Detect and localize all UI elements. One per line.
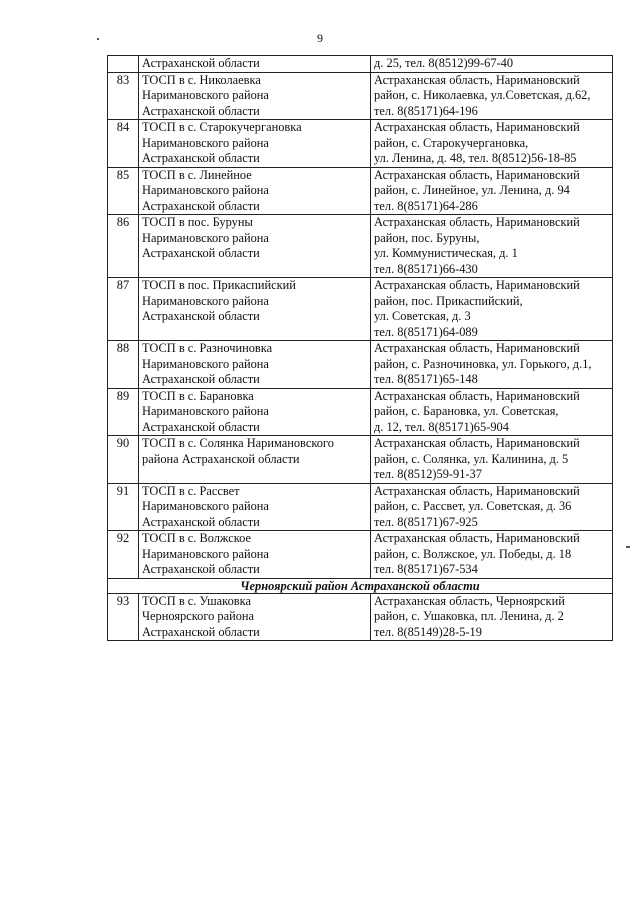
branch-address-line: ул. Ленина, д. 48, тел. 8(8512)56-18-85 — [374, 151, 577, 165]
branch-address-line: д. 25, тел. 8(8512)99-67-40 — [374, 56, 514, 70]
branch-address-line: район, с. Рассвет, ул. Советская, д. 36 — [374, 499, 572, 513]
page-number: 9 — [317, 31, 323, 45]
branch-name-line: Наримановского района — [142, 293, 269, 308]
table-row — [108, 531, 613, 579]
branch-address-cell — [371, 593, 613, 641]
table-row — [108, 278, 613, 341]
branch-address-line: Астраханская область, Наримановский — [374, 531, 580, 545]
branch-address-cell — [371, 483, 613, 531]
branch-name-cell — [139, 72, 371, 120]
row-number: 89 — [108, 388, 139, 436]
branch-name-line: Наримановского района — [142, 499, 269, 513]
branch-address-line: Астраханская область, Наримановский — [374, 341, 580, 355]
branch-address-cell — [371, 56, 613, 73]
branch-address-line: тел. 8(85171)67-534 — [374, 562, 478, 576]
row-number — [108, 56, 139, 73]
branch-name-line: ТОСП в пос. Буруны — [142, 215, 253, 229]
branch-address-line: тел. 8(85171)64-196 — [374, 103, 478, 118]
branch-name-line: Наримановского района — [142, 356, 269, 371]
branch-address-line: район, пос. Прикаспийский, — [374, 293, 523, 308]
branch-address-line: район, пос. Буруны, — [374, 230, 480, 245]
row-number: 88 — [108, 341, 139, 389]
branch-address-cell — [371, 436, 613, 484]
branch-name-line: Астраханской области — [142, 624, 260, 639]
table-row — [108, 593, 613, 641]
table-row — [108, 388, 613, 436]
branch-name-line: ТОСП в с. Разночиновка — [142, 341, 273, 355]
row-number: 86 — [108, 215, 139, 278]
branch-address-line: район, с. Линейное, ул. Ленина, д. 94 — [374, 183, 570, 197]
branch-address-line: тел. 8(85171)64-089 — [374, 324, 478, 339]
branch-name-cell — [139, 167, 371, 215]
branch-table — [107, 55, 613, 641]
branch-name-line: Наримановского района — [142, 88, 269, 102]
branch-address-cell — [371, 215, 613, 278]
row-number: 85 — [108, 167, 139, 215]
branch-name-line: района Астраханской области — [142, 451, 300, 466]
branch-name-line: Наримановского района — [142, 135, 269, 150]
branch-name-line: Астраханской области — [142, 246, 260, 260]
branch-address-line: ул. Коммунистическая, д. 1 — [374, 246, 518, 260]
branch-name-cell — [139, 593, 371, 641]
table-row — [108, 120, 613, 168]
branch-address-line: район, с. Барановка, ул. Советская, — [374, 404, 559, 418]
branch-name-line: Астраханской области — [142, 198, 260, 213]
branch-address-line: район, с. Ушаковка, пл. Ленина, д. 2 — [374, 609, 564, 623]
branch-address-line: ул. Советская, д. 3 — [374, 309, 471, 323]
branch-name-line: Наримановского района — [142, 230, 269, 245]
row-number: 83 — [108, 72, 139, 120]
branch-address-line: Астраханская область, Наримановский — [374, 436, 580, 450]
row-number: 90 — [108, 436, 139, 484]
scan-mark — [97, 38, 99, 40]
branch-name-cell — [139, 341, 371, 389]
branch-address-line: район, с. Николаевка, ул.Советская, д.62, — [374, 88, 591, 102]
table-row — [108, 56, 613, 73]
branch-address-line: тел. 8(85171)67-925 — [374, 514, 478, 529]
table-row — [108, 436, 613, 484]
branch-address-line: район, с. Солянка, ул. Калинина, д. 5 — [374, 451, 569, 466]
branch-address-cell — [371, 341, 613, 389]
branch-address-line: тел. 8(85149)28-5-19 — [374, 624, 482, 639]
branch-name-cell — [139, 120, 371, 168]
branch-name-line: ТОСП в с. Николаевка — [142, 72, 261, 87]
branch-name-line: Наримановского района — [142, 404, 269, 418]
branch-address-line: тел. 8(85171)65-148 — [374, 372, 478, 386]
branch-address-line: район, с. Волжское, ул. Победы, д. 18 — [374, 546, 572, 561]
table-row — [108, 215, 613, 278]
table-row — [108, 483, 613, 531]
row-number: 92 — [108, 531, 139, 579]
branch-address-cell — [371, 120, 613, 168]
branch-address-line: Астраханская область, Наримановский — [374, 388, 580, 403]
branch-address-line: д. 12, тел. 8(85171)65-904 — [374, 419, 509, 434]
table-row — [108, 341, 613, 389]
branch-name-line: ТОСП в с. Линейное — [142, 167, 252, 182]
row-number: 84 — [108, 120, 139, 168]
branch-name-line: Астраханской области — [142, 419, 260, 434]
table-row — [108, 167, 613, 215]
branch-address-line: Астраханская область, Наримановский — [374, 72, 580, 87]
branch-name-line: Астраханской области — [142, 56, 260, 70]
branch-name-cell — [139, 278, 371, 341]
scan-mark — [626, 546, 630, 548]
branch-name-line: ТОСП в с. Ушаковка — [142, 593, 251, 608]
branch-address-line: тел. 8(85171)66-430 — [374, 261, 478, 276]
branch-name-line: ТОСП в с. Барановка — [142, 388, 254, 403]
row-number: 87 — [108, 278, 139, 341]
branch-address-line: район, с. Разночиновка, ул. Горького, д.1, — [374, 356, 592, 371]
branch-address-line: район, с. Старокучергановка, — [374, 135, 529, 150]
section-title: Черноярский район Астраханской области — [108, 578, 613, 593]
branch-address-cell — [371, 388, 613, 436]
branch-name-cell — [139, 483, 371, 531]
branch-address-line: Астраханская область, Наримановский — [374, 120, 580, 134]
table-body — [108, 56, 613, 641]
branch-name-cell — [139, 56, 371, 73]
branch-name-line: Астраханской области — [142, 103, 260, 118]
branch-name-line: Астраханской области — [142, 151, 260, 165]
branch-address-cell — [371, 167, 613, 215]
branch-address-line: тел. 8(8512)59-91-37 — [374, 467, 482, 481]
branch-name-line: Астраханской области — [142, 309, 260, 323]
branch-name-line: Астраханской области — [142, 562, 260, 576]
branch-name-cell — [139, 215, 371, 278]
branch-name-line: Черноярского района — [142, 609, 255, 623]
section-row — [108, 578, 613, 593]
branch-address-line: Астраханская область, Наримановский — [374, 215, 580, 229]
branch-address-line: тел. 8(85171)64-286 — [374, 198, 478, 213]
branch-name-line: ТОСП в с. Старокучергановка — [142, 120, 302, 134]
branch-address-line: Астраханская область, Наримановский — [374, 278, 580, 292]
table-row — [108, 72, 613, 120]
branch-name-line: Наримановского района — [142, 183, 269, 197]
branch-name-line: Астраханской области — [142, 514, 260, 529]
row-number: 93 — [108, 593, 139, 641]
branch-address-cell — [371, 72, 613, 120]
branch-name-line: Астраханской области — [142, 372, 260, 386]
branch-address-line: Астраханская область, Наримановский — [374, 167, 580, 182]
branch-address-cell — [371, 278, 613, 341]
row-number: 91 — [108, 483, 139, 531]
branch-name-cell — [139, 388, 371, 436]
branch-address-cell — [371, 531, 613, 579]
branch-name-line: ТОСП в с. Волжское — [142, 531, 252, 545]
branch-name-line: ТОСП в пос. Прикаспийский — [142, 278, 296, 292]
branch-name-line: ТОСП в с. Рассвет — [142, 483, 240, 498]
branch-address-line: Астраханская область, Наримановский — [374, 483, 580, 498]
branch-name-cell — [139, 531, 371, 579]
branch-name-line: Наримановского района — [142, 546, 269, 561]
branch-name-line: ТОСП в с. Солянка Наримановского — [142, 436, 334, 450]
branch-name-cell — [139, 436, 371, 484]
branch-address-line: Астраханская область, Черноярский — [374, 593, 565, 608]
